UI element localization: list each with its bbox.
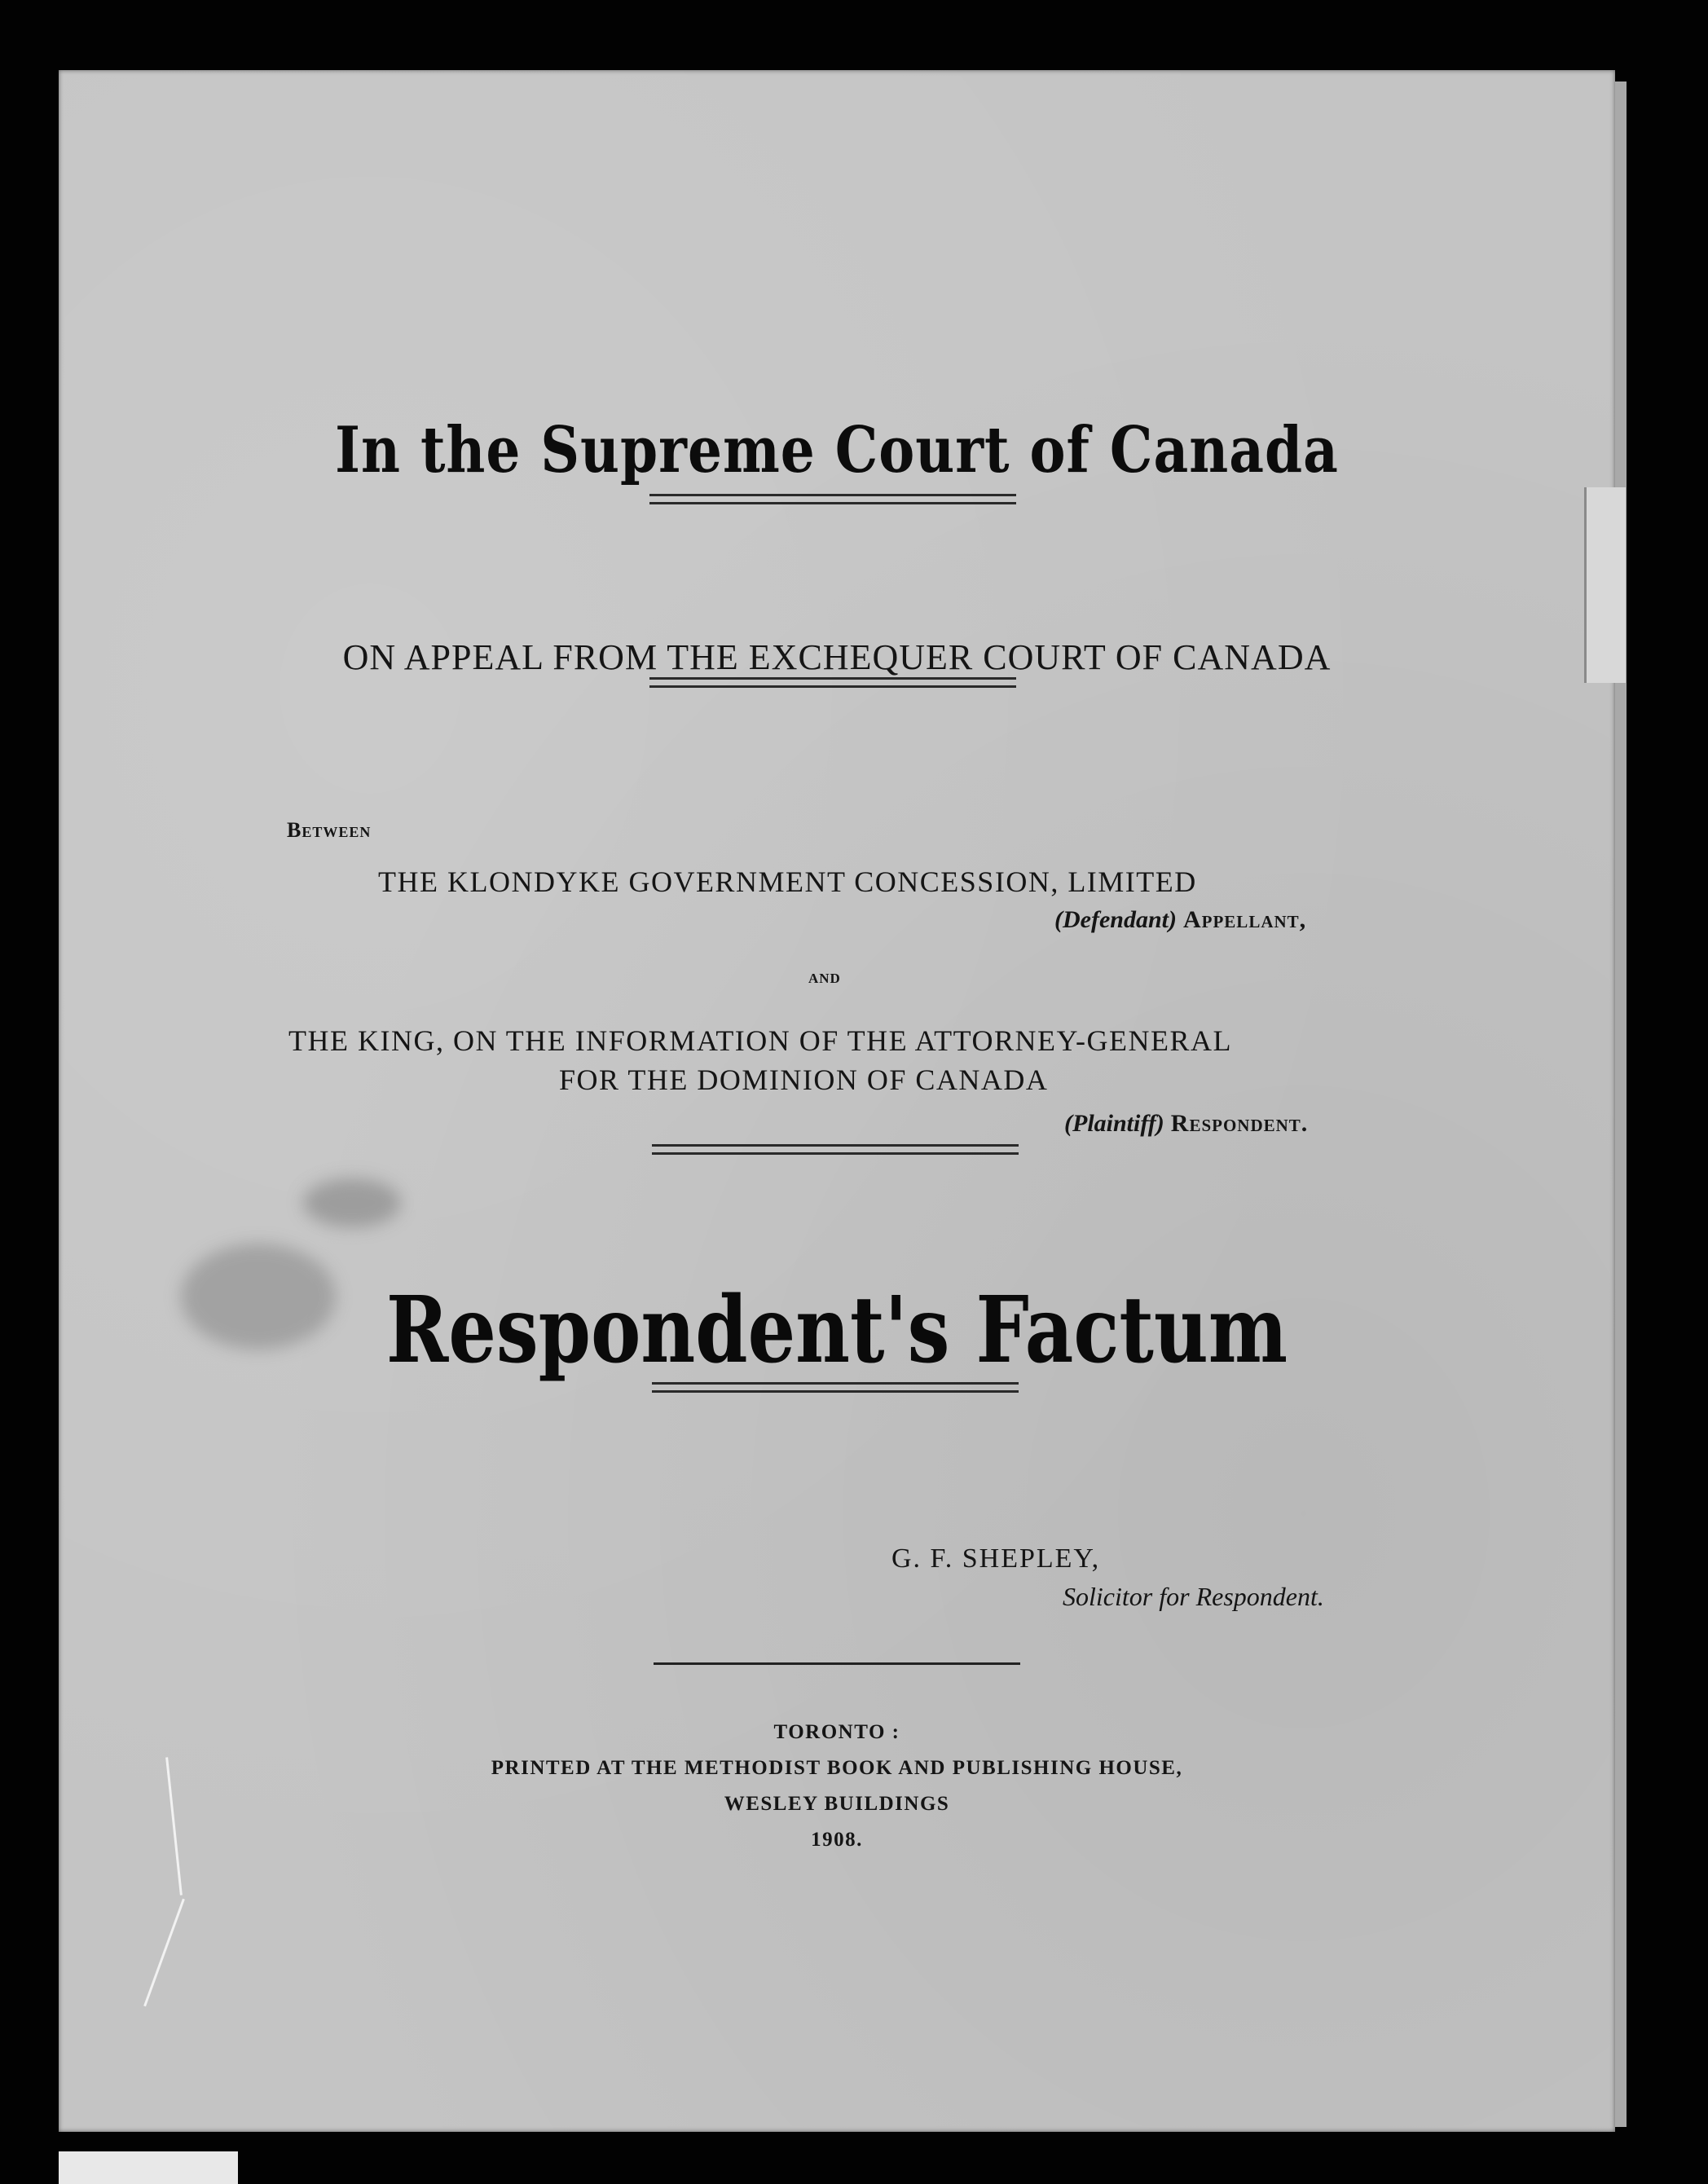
page-edge	[1615, 81, 1627, 2127]
appellant-role: Appellant,	[1182, 906, 1307, 933]
document-title: Respondent's Factum	[385, 1276, 1288, 1384]
ink-stain	[303, 1178, 401, 1227]
divider-rule	[652, 1144, 1019, 1155]
appeal-line: ON APPEAL FROM THE EXCHEQUER COURT OF CANADA	[342, 637, 1332, 677]
divider-rule	[649, 677, 1016, 688]
respondent-status: (Plaintiff)	[1064, 1110, 1164, 1137]
divider-rule	[649, 494, 1016, 504]
and-label: and	[808, 967, 841, 988]
appellant-role-line	[1054, 906, 1306, 934]
divider-rule	[652, 1382, 1019, 1393]
between-label: Between	[287, 818, 372, 842]
respondent-role-line	[1064, 1110, 1308, 1138]
appellant-name: THE KLONDYKE GOVERNMENT CONCESSION, LIMITED	[378, 865, 1197, 898]
appellant-status: (Defendant)	[1054, 906, 1177, 933]
solicitor-name: G. F. SHEPLEY,	[891, 1543, 1101, 1574]
solicitor-role: Solicitor for Respondent.	[1063, 1582, 1324, 1611]
imprint-city: TORONTO :	[773, 1721, 900, 1743]
respondent-name-line2: FOR THE DOMINION OF CANADA	[559, 1063, 1049, 1096]
scan-label-tag	[59, 2151, 238, 2184]
binding-tab	[1584, 487, 1626, 683]
imprint-address: WESLEY BUILDINGS	[724, 1793, 950, 1815]
respondent-role: Respondent.	[1170, 1110, 1309, 1137]
respondent-name-line1: THE KING, ON THE INFORMATION OF THE ATTORNEY-GENERAL	[288, 1024, 1232, 1057]
court-title: In the Supreme Court of Canada	[335, 412, 1339, 488]
document-page	[59, 70, 1615, 2132]
paper-scratch	[143, 1899, 185, 2007]
imprint-printer: PRINTED AT THE METHODIST BOOK AND PUBLISHING HOUSE,	[491, 1757, 1183, 1779]
divider-rule	[654, 1662, 1020, 1665]
imprint-year: 1908.	[811, 1829, 863, 1851]
